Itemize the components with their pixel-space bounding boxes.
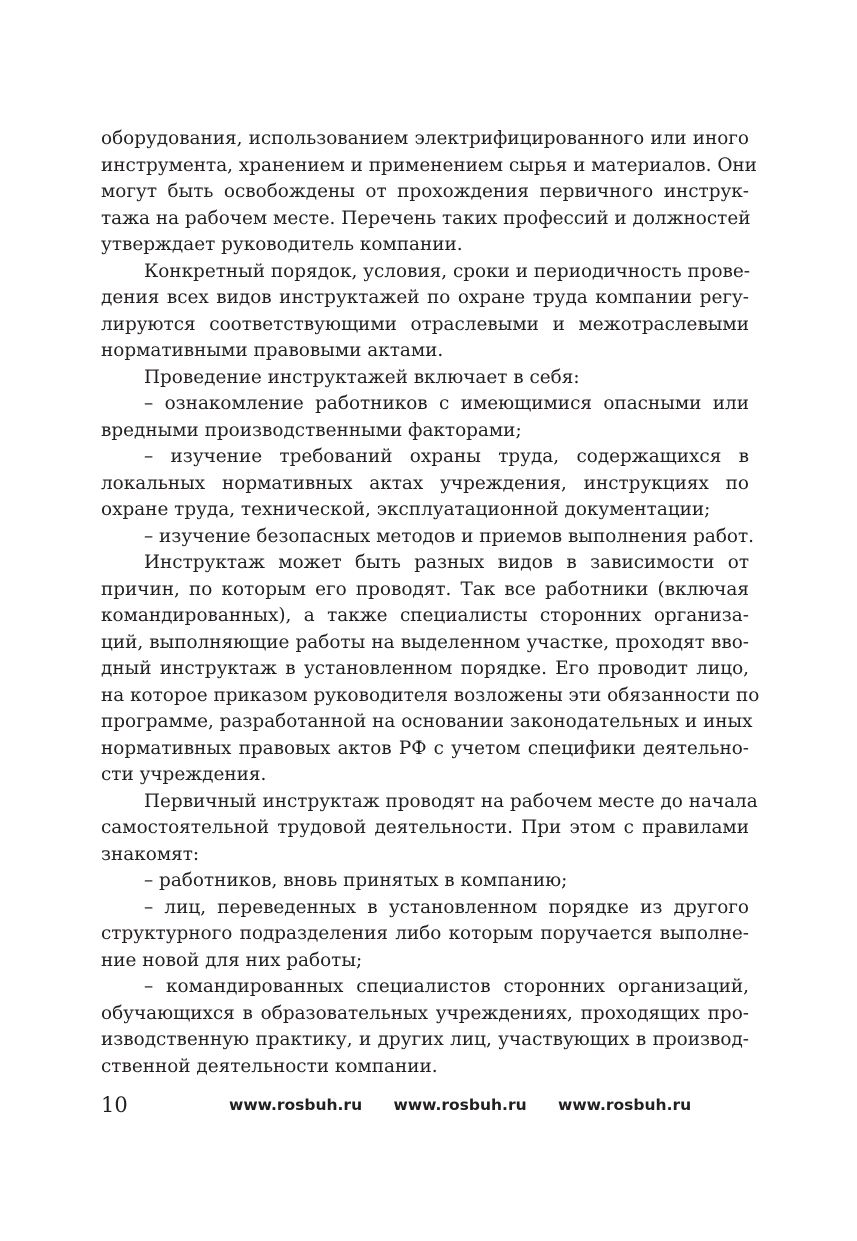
text-line: – лиц, переведенных в установленном порядке из другого <box>144 896 749 918</box>
text-line: знакомят: <box>101 843 200 865</box>
text-line: локальных нормативных актах учреждения, инструкциях по <box>101 472 749 494</box>
text-line: – изучение требований охраны труда, содержащихся в <box>144 446 749 467</box>
text-line: причин, по которым его проводят. Так все работники (включая <box>101 578 749 600</box>
text-line: ций, выполняющие работы на выделенном участке, проходят вво- <box>101 631 749 653</box>
text-line: командированных), а также специалисты сторонних организа- <box>101 605 749 626</box>
text-line: программе, разработанной на основании законодательных и иных <box>101 711 753 732</box>
text-line: структурного подразделения либо которым поручается выполне- <box>101 923 749 944</box>
text-line: могут быть освобождены от прохождения первичного инструк- <box>101 181 749 202</box>
text-line: охране труда, технической, эксплуатационной документации; <box>101 499 711 520</box>
text-line: лируются соответствующими отраслевыми и межотраслевыми <box>101 313 749 335</box>
text-line: Конкретный порядок, условия, сроки и периодичность прове- <box>144 260 750 282</box>
text-line: – изучение безопасных методов и приемов выполнения работ. <box>144 525 755 547</box>
footer-link[interactable]: www.rosbuh.ru <box>393 1096 527 1114</box>
text-line: Инструктаж может быть разных видов в зависимости от <box>144 552 749 573</box>
footer-links <box>229 1090 691 1120</box>
text-line: дный инструктаж в установленном порядке. Его проводит лицо, <box>101 658 749 679</box>
footer-link[interactable]: www.rosbuh.ru <box>558 1096 692 1114</box>
text-line: изводственную практику, и других лиц, участвующих в производ- <box>101 1029 749 1050</box>
text-line: утверждает руководитель компании. <box>101 234 463 255</box>
text-line: оборудования, использованием электрифицированного или иного <box>101 128 749 149</box>
text-line: инструмента, хранением и применением сырья и материалов. Они <box>101 154 757 176</box>
text-line: самостоятельной трудовой деятельности. При этом с правилами <box>101 817 749 838</box>
text-line: – работников, вновь принятых в компанию; <box>144 870 568 891</box>
page-footer <box>101 1090 749 1120</box>
text-line: – ознакомление работников с имеющимися опасными или <box>144 393 749 414</box>
text-line: сти учреждения. <box>101 764 267 785</box>
page-number: 10 <box>101 1093 128 1117</box>
text-line: – командированных специалистов сторонних организаций, <box>144 976 749 997</box>
text-line: тажа на рабочем месте. Перечень таких профессий и должностей <box>101 207 751 229</box>
text-line: нормативными правовыми актами. <box>101 340 444 361</box>
body-text <box>101 126 760 1080</box>
text-line: обучающихся в образовательных учреждениях, проходящих про- <box>101 1002 749 1024</box>
text-line: ние новой для них работы; <box>101 949 363 971</box>
text-line: Проведение инструктажей включает в себя: <box>144 366 580 388</box>
text-line: нормативных правовых актов РФ с учетом специфики деятельно- <box>101 737 749 759</box>
footer-link[interactable]: www.rosbuh.ru <box>229 1096 363 1114</box>
text-line: Первичный инструктаж проводят на рабочем месте до начала <box>144 790 758 812</box>
text-line: ственной деятельности компании. <box>101 1055 438 1077</box>
text-line: дения всех видов инструктажей по охране труда компании регу- <box>101 287 749 308</box>
text-line: на которое приказом руководителя возложены эти обязанности по <box>101 684 760 706</box>
text-line: вредными производственными факторами; <box>101 419 522 441</box>
